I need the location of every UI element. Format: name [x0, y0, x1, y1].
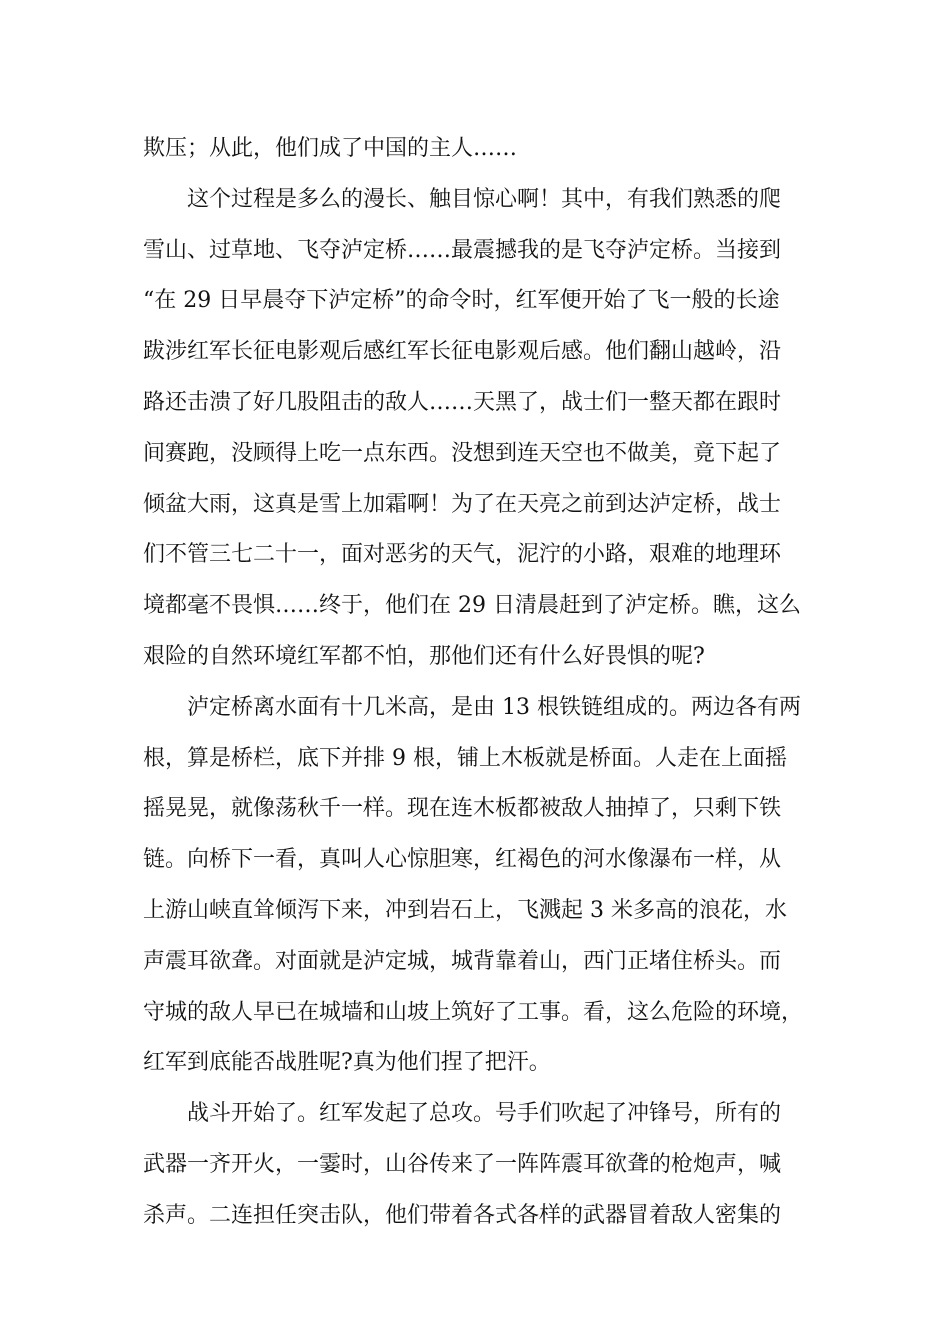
- text-line: 路还击溃了好几股阻击的敌人……天黑了，战士们一整天都在跟时: [143, 389, 782, 415]
- text-line: 武器一齐开火，一霎时，山谷传来了一阵阵震耳欲聋的枪炮声，喊: [143, 1151, 782, 1177]
- body-text: [143, 124, 823, 1242]
- text-line: 境都毫不畏惧……终于，他们在 29 日清晨赶到了泸定桥。瞧，这么: [143, 593, 801, 619]
- text-line: 欺压；从此，他们成了中国的主人……: [143, 136, 518, 161]
- text-line: 泸定桥离水面有十几米高，是由 13 根铁链组成的。两边各有两: [187, 694, 801, 720]
- text-line: 守城的敌人早已在城墙和山坡上筑好了工事。看，这么危险的环境，: [143, 999, 804, 1025]
- text-line: 杀声。二连担任突击队，他们带着各式各样的武器冒着敌人密集的: [143, 1202, 782, 1228]
- text-line: 们不管三七二十一，面对恶劣的天气，泥泞的小路，艰难的地理环: [143, 542, 782, 568]
- text-line: 战斗开始了。红军发起了总攻。号手们吹起了冲锋号，所有的: [187, 1101, 782, 1127]
- text-line: 上游山峡直耸倾泻下来，冲到岩石上，飞溅起 3 米多高的浪花，水: [143, 897, 787, 923]
- text-line: 这个过程是多么的漫长、触目惊心啊！其中，有我们熟悉的爬: [187, 186, 782, 212]
- text-line: 雪山、过草地、飞夺泸定桥……最震撼我的是飞夺泸定桥。当接到: [143, 237, 782, 263]
- text-line: 跋涉红军长征电影观后感红军长征电影观后感。他们翻山越岭，沿: [143, 339, 782, 365]
- text-line: 根，算是桥栏，底下并排 9 根，铺上木板就是桥面。人走在上面摇: [143, 745, 787, 771]
- text-line: 摇晃晃，就像荡秋千一样。现在连木板都被敌人抽掉了，只剩下铁: [143, 796, 782, 822]
- text-line: 红军到底能否战胜呢?真为他们捏了把汗。: [143, 1050, 551, 1076]
- text-line: “在 29 日早晨夺下泸定桥”的命令时，红军便开始了飞一般的长途: [143, 288, 780, 314]
- text-line: 倾盆大雨，这真是雪上加霜啊！为了在天亮之前到达泸定桥，战士: [143, 491, 782, 517]
- text-line: 声震耳欲聋。对面就是泸定城，城背靠着山，西门正堵住桥头。而: [143, 948, 782, 974]
- text-line: 艰险的自然环境红军都不怕，那他们还有什么好畏惧的呢?: [143, 643, 705, 669]
- text-line: 间赛跑，没顾得上吃一点东西。没想到连天空也不做美，竟下起了: [143, 440, 782, 466]
- text-line: 链。向桥下一看，真叫人心惊胆寒，红褐色的河水像瀑布一样，从: [143, 847, 782, 873]
